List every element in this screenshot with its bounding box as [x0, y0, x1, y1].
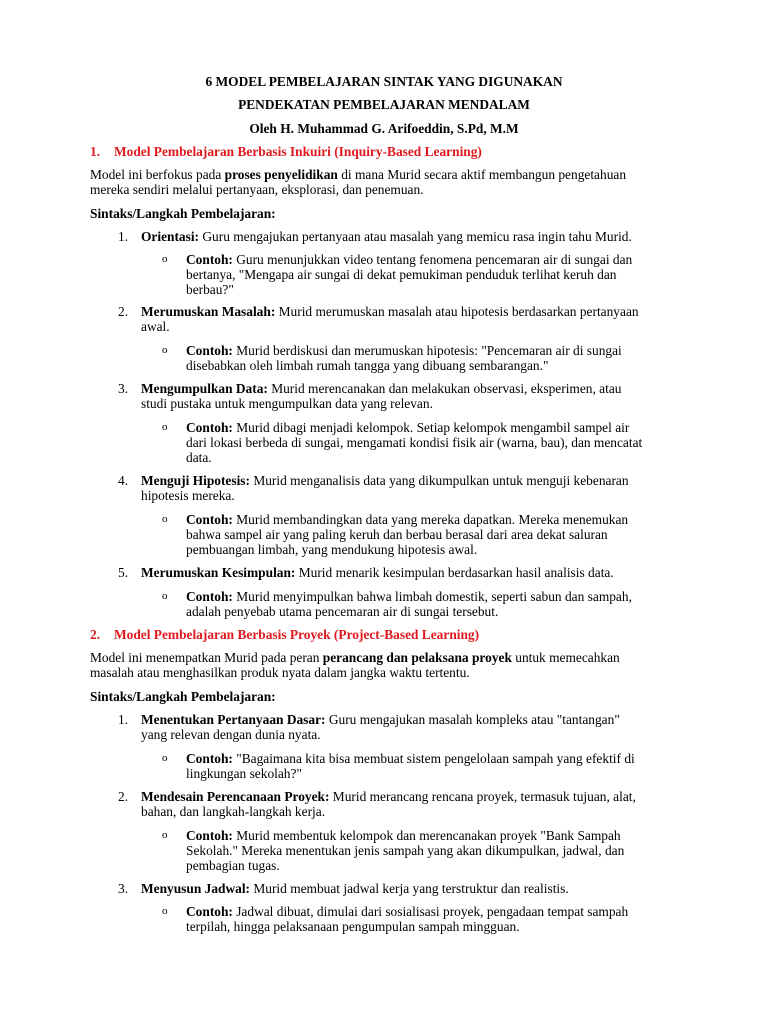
step-text: Murid merancang rencana proyek, termasuk tujuan, alat,: [329, 789, 636, 804]
example-text: bahwa sampel air yang paling keruh dan berbau berasal dari area dekat saluran: [186, 527, 608, 542]
intro-text: masalah atau menghasilkan produk nyata dalam jangka waktu tertentu.: [90, 665, 470, 680]
example-text: disebabkan oleh limbah rumah tangga yang dibuang sembarangan.": [186, 358, 549, 373]
example-text: Sekolah." Mereka menentukan jenis sampah yang akan dikumpulkan, jadwal, dan: [186, 843, 625, 858]
example-text: Jadwal dibuat, dimulai dari sosialisasi proyek, pengadaan tempat sampah: [232, 904, 629, 919]
example-label: Contoh:: [186, 512, 233, 527]
intro-text: Model ini berfokus pada: [90, 167, 225, 182]
intro-text: di mana Murid secara aktif membangun pengetahuan: [337, 167, 627, 182]
example-text: pembuangan limbah, yang mendukung hipotesis awal.: [186, 542, 478, 557]
step-label: Menyusun Jadwal:: [141, 881, 251, 896]
intro-bold-text: proses penyelidikan: [224, 167, 338, 182]
bullet-icon: o: [162, 344, 168, 356]
example-text: adalah penyebab utama pencemaran air di sungai tersebut.: [186, 604, 499, 619]
step-number: 1.: [118, 712, 129, 727]
example-label: Contoh:: [186, 828, 233, 843]
step-number: 2.: [118, 304, 129, 319]
example-label: Contoh:: [186, 751, 233, 766]
step-number: 5.: [118, 565, 129, 580]
section-2-sintaks-label: Sintaks/Langkah Pembelajaran:: [90, 689, 276, 704]
example-text: terpilah, hingga pelaksanaan pengumpulan sampah mingguan.: [186, 919, 520, 934]
intro-text: Model ini menempatkan Murid pada peran: [90, 650, 323, 665]
step-text: Guru mengajukan masalah kompleks atau "tantangan": [325, 712, 620, 727]
step-number: 1.: [118, 229, 129, 244]
section-1-intro: [90, 167, 730, 197]
step-text: Murid merumuskan masalah atau hipotesis berdasarkan pertanyaan: [275, 304, 639, 319]
example-text: Murid dibagi menjadi kelompok. Setiap kelompok mengambil sampel air: [232, 420, 630, 435]
step-text: Murid merencanakan dan melakukan observasi, eksperimen, atau: [267, 381, 622, 396]
step-number: 4.: [118, 473, 129, 488]
step-label: Menentukan Pertanyaan Dasar:: [141, 712, 326, 727]
step-label: Menguji Hipotesis:: [141, 473, 250, 488]
section-1-sintaks-label: Sintaks/Langkah Pembelajaran:: [90, 206, 276, 221]
step-text: Murid menganalisis data yang dikumpulkan untuk menguji kebenaran: [249, 473, 629, 488]
bullet-icon: o: [162, 513, 168, 525]
step-label: Merumuskan Kesimpulan:: [141, 565, 296, 580]
intro-text: untuk memecahkan: [511, 650, 620, 665]
step-label: Mendesain Perencanaan Proyek:: [141, 789, 330, 804]
example-text: Murid berdiskusi dan merumuskan hipotesis: "Pencemaran air di sungai: [232, 343, 622, 358]
step-text: Murid membuat jadwal kerja yang terstruktur dan realistis.: [250, 881, 569, 896]
document-title-line-2: PENDEKATAN PEMBELAJARAN MENDALAM: [238, 97, 530, 112]
example-text: Murid membandingkan data yang mereka dapatkan. Mereka menemukan: [232, 512, 629, 527]
example-text: Murid menyimpulkan bahwa limbah domestik, seperti sabun dan sampah,: [232, 589, 632, 604]
step-number: 3.: [118, 381, 129, 396]
bullet-icon: o: [162, 421, 168, 433]
intro-bold-text: perancang dan pelaksana proyek: [322, 650, 512, 665]
example-text: Guru menunjukkan video tentang fenomena pencemaran air di sungai dan: [232, 252, 633, 267]
section-2-intro: [90, 650, 730, 680]
step-label: Merumuskan Masalah:: [141, 304, 276, 319]
section-1-number: 1.: [90, 144, 101, 159]
example-text: berbau?": [186, 282, 234, 297]
example-text: dari lokasi berbeda di sungai, mengamati kondisi fisik air (warna, bau), dan mencatat: [186, 435, 643, 450]
bullet-icon: o: [162, 590, 168, 602]
section-2-title: Model Pembelajaran Berbasis Proyek (Project-Based Learning): [114, 627, 480, 642]
example-label: Contoh:: [186, 420, 233, 435]
section-1-heading: [90, 144, 482, 159]
example-label: Contoh:: [186, 589, 233, 604]
step-text: awal.: [141, 319, 170, 334]
example-label: Contoh:: [186, 252, 233, 267]
document-title-line-1: 6 MODEL PEMBELAJARAN SINTAK YANG DIGUNAKAN: [205, 74, 563, 89]
example-text: pembagian tugas.: [186, 858, 280, 873]
section-2-number: 2.: [90, 627, 101, 642]
step-text: studi pustaka untuk mengumpulkan data yang relevan.: [141, 396, 433, 411]
bullet-icon: o: [162, 253, 168, 265]
step-number: 3.: [118, 881, 129, 896]
bullet-icon: o: [162, 752, 168, 764]
step-label: Orientasi:: [141, 229, 200, 244]
example-text: Murid membentuk kelompok dan merencanakan proyek "Bank Sampah: [232, 828, 621, 843]
bullet-icon: o: [162, 905, 168, 917]
step-text: bahan, dan langkah-langkah kerja.: [141, 804, 326, 819]
step-text: Guru mengajukan pertanyaan atau masalah yang memicu rasa ingin tahu Murid.: [199, 229, 632, 244]
example-label: Contoh:: [186, 343, 233, 358]
step-text: Murid menarik kesimpulan berdasarkan hasil analisis data.: [295, 565, 614, 580]
step-text: hipotesis mereka.: [141, 488, 235, 503]
example-label: Contoh:: [186, 904, 233, 919]
step-text: yang relevan dengan dunia nyata.: [141, 727, 321, 742]
section-1-title: Model Pembelajaran Berbasis Inkuiri (Inquiry-Based Learning): [114, 144, 482, 159]
intro-text: mereka sendiri melalui pertanyaan, eksplorasi, dan penemuan.: [90, 182, 424, 197]
example-text: "Bagaimana kita bisa membuat sistem pengelolaan sampah yang efektif di: [232, 751, 635, 766]
example-text: lingkungan sekolah?": [186, 766, 302, 781]
step-label: Mengumpulkan Data:: [141, 381, 268, 396]
document-author: Oleh H. Muhammad G. Arifoeddin, S.Pd, M.M: [249, 121, 519, 136]
example-text: data.: [186, 450, 212, 465]
bullet-icon: o: [162, 829, 168, 841]
example-text: bertanya, "Mengapa air sungai di dekat pemukiman penduduk terlihat keruh dan: [186, 267, 617, 282]
section-2-heading: [90, 627, 479, 642]
step-number: 2.: [118, 789, 129, 804]
